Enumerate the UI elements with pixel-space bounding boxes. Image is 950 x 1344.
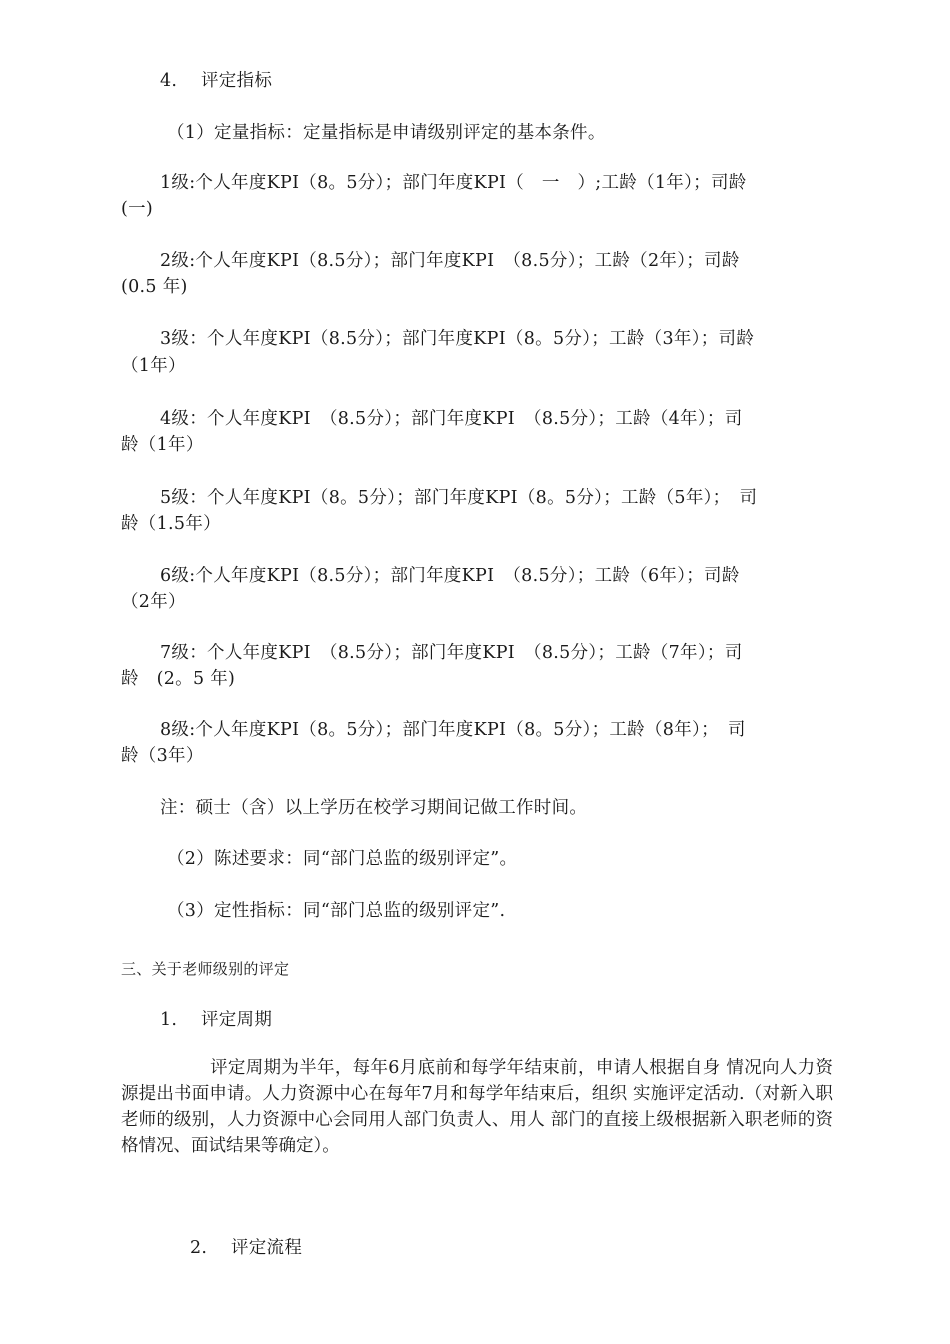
level-4-criteria-cont: 龄（1年） bbox=[121, 435, 204, 455]
section-heading-evaluation-indicators: 4. 评定指标 bbox=[160, 71, 273, 91]
statement-requirement: （2）陈述要求：同“部门总监的级别评定”。 bbox=[167, 849, 518, 869]
level-1-criteria-cont: (一) bbox=[121, 199, 154, 219]
level-2-criteria-cont: (0.5 年) bbox=[121, 277, 188, 297]
level-6-criteria: 6级:个人年度KPI（8.5分）；部门年度KPI （8.5分）；工龄（6年）；司龄 bbox=[160, 566, 740, 586]
level-5-criteria-cont: 龄（1.5年） bbox=[121, 514, 221, 534]
level-3-criteria-cont: （1年） bbox=[121, 356, 186, 376]
level-8-criteria-cont: 龄（3年） bbox=[121, 746, 204, 766]
evaluation-cycle-paragraph: 评定周期为半年，每年6月底前和每学年结束前，申请人根据自身 情况向人力资源提出书面申请。人力资源中心在每年7月和每学年结束后，组织 实施评定活动.（对新入职老师的级别，人力资源中心会同用人部门负责人、用人 部门的直接上级根据新入职老师的资格情况、面试结果等确定）。 bbox=[121, 1058, 833, 1156]
level-2-criteria: 2级:个人年度KPI（8.5分）；部门年度KPI （8.5分）；工龄（2年）；司龄 bbox=[160, 251, 740, 271]
level-3-criteria: 3级：个人年度KPI（8.5分）；部门年度KPI（8。5分）；工龄（3年）；司龄 bbox=[160, 329, 755, 349]
subheading-evaluation-cycle: 1. 评定周期 bbox=[160, 1010, 273, 1030]
education-note: 注：硕士（含）以上学历在校学习期间记做工作时间。 bbox=[160, 798, 588, 818]
section-heading-teacher-level: 三、关于老师级别的评定 bbox=[121, 960, 290, 978]
level-7-criteria-cont: 龄 (2。5 年) bbox=[121, 669, 236, 689]
level-4-criteria: 4级：个人年度KPI （8.5分）；部门年度KPI （8.5分）；工龄（4年）；司 bbox=[160, 409, 743, 429]
level-8-criteria: 8级:个人年度KPI（8。5分）；部门年度KPI（8。5分）；工龄（8年）； 司 bbox=[160, 720, 746, 740]
level-7-criteria: 7级：个人年度KPI （8.5分）；部门年度KPI （8.5分）；工龄（7年）；司 bbox=[160, 643, 743, 663]
quantitative-indicator-intro: （1）定量指标：定量指标是申请级别评定的基本条件。 bbox=[167, 123, 606, 143]
level-1-criteria: 1级:个人年度KPI（8。5分）；部门年度KPI（ 一 ）;工龄（1年）；司龄 bbox=[160, 173, 747, 193]
level-5-criteria: 5级：个人年度KPI（8。5分）；部门年度KPI（8。5分）；工龄（5年）； 司 bbox=[160, 488, 758, 508]
level-6-criteria-cont: （2年） bbox=[121, 592, 186, 612]
qualitative-indicator: （3）定性指标：同“部门总监的级别评定”. bbox=[167, 901, 506, 921]
subheading-evaluation-process: 2. 评定流程 bbox=[190, 1238, 303, 1258]
